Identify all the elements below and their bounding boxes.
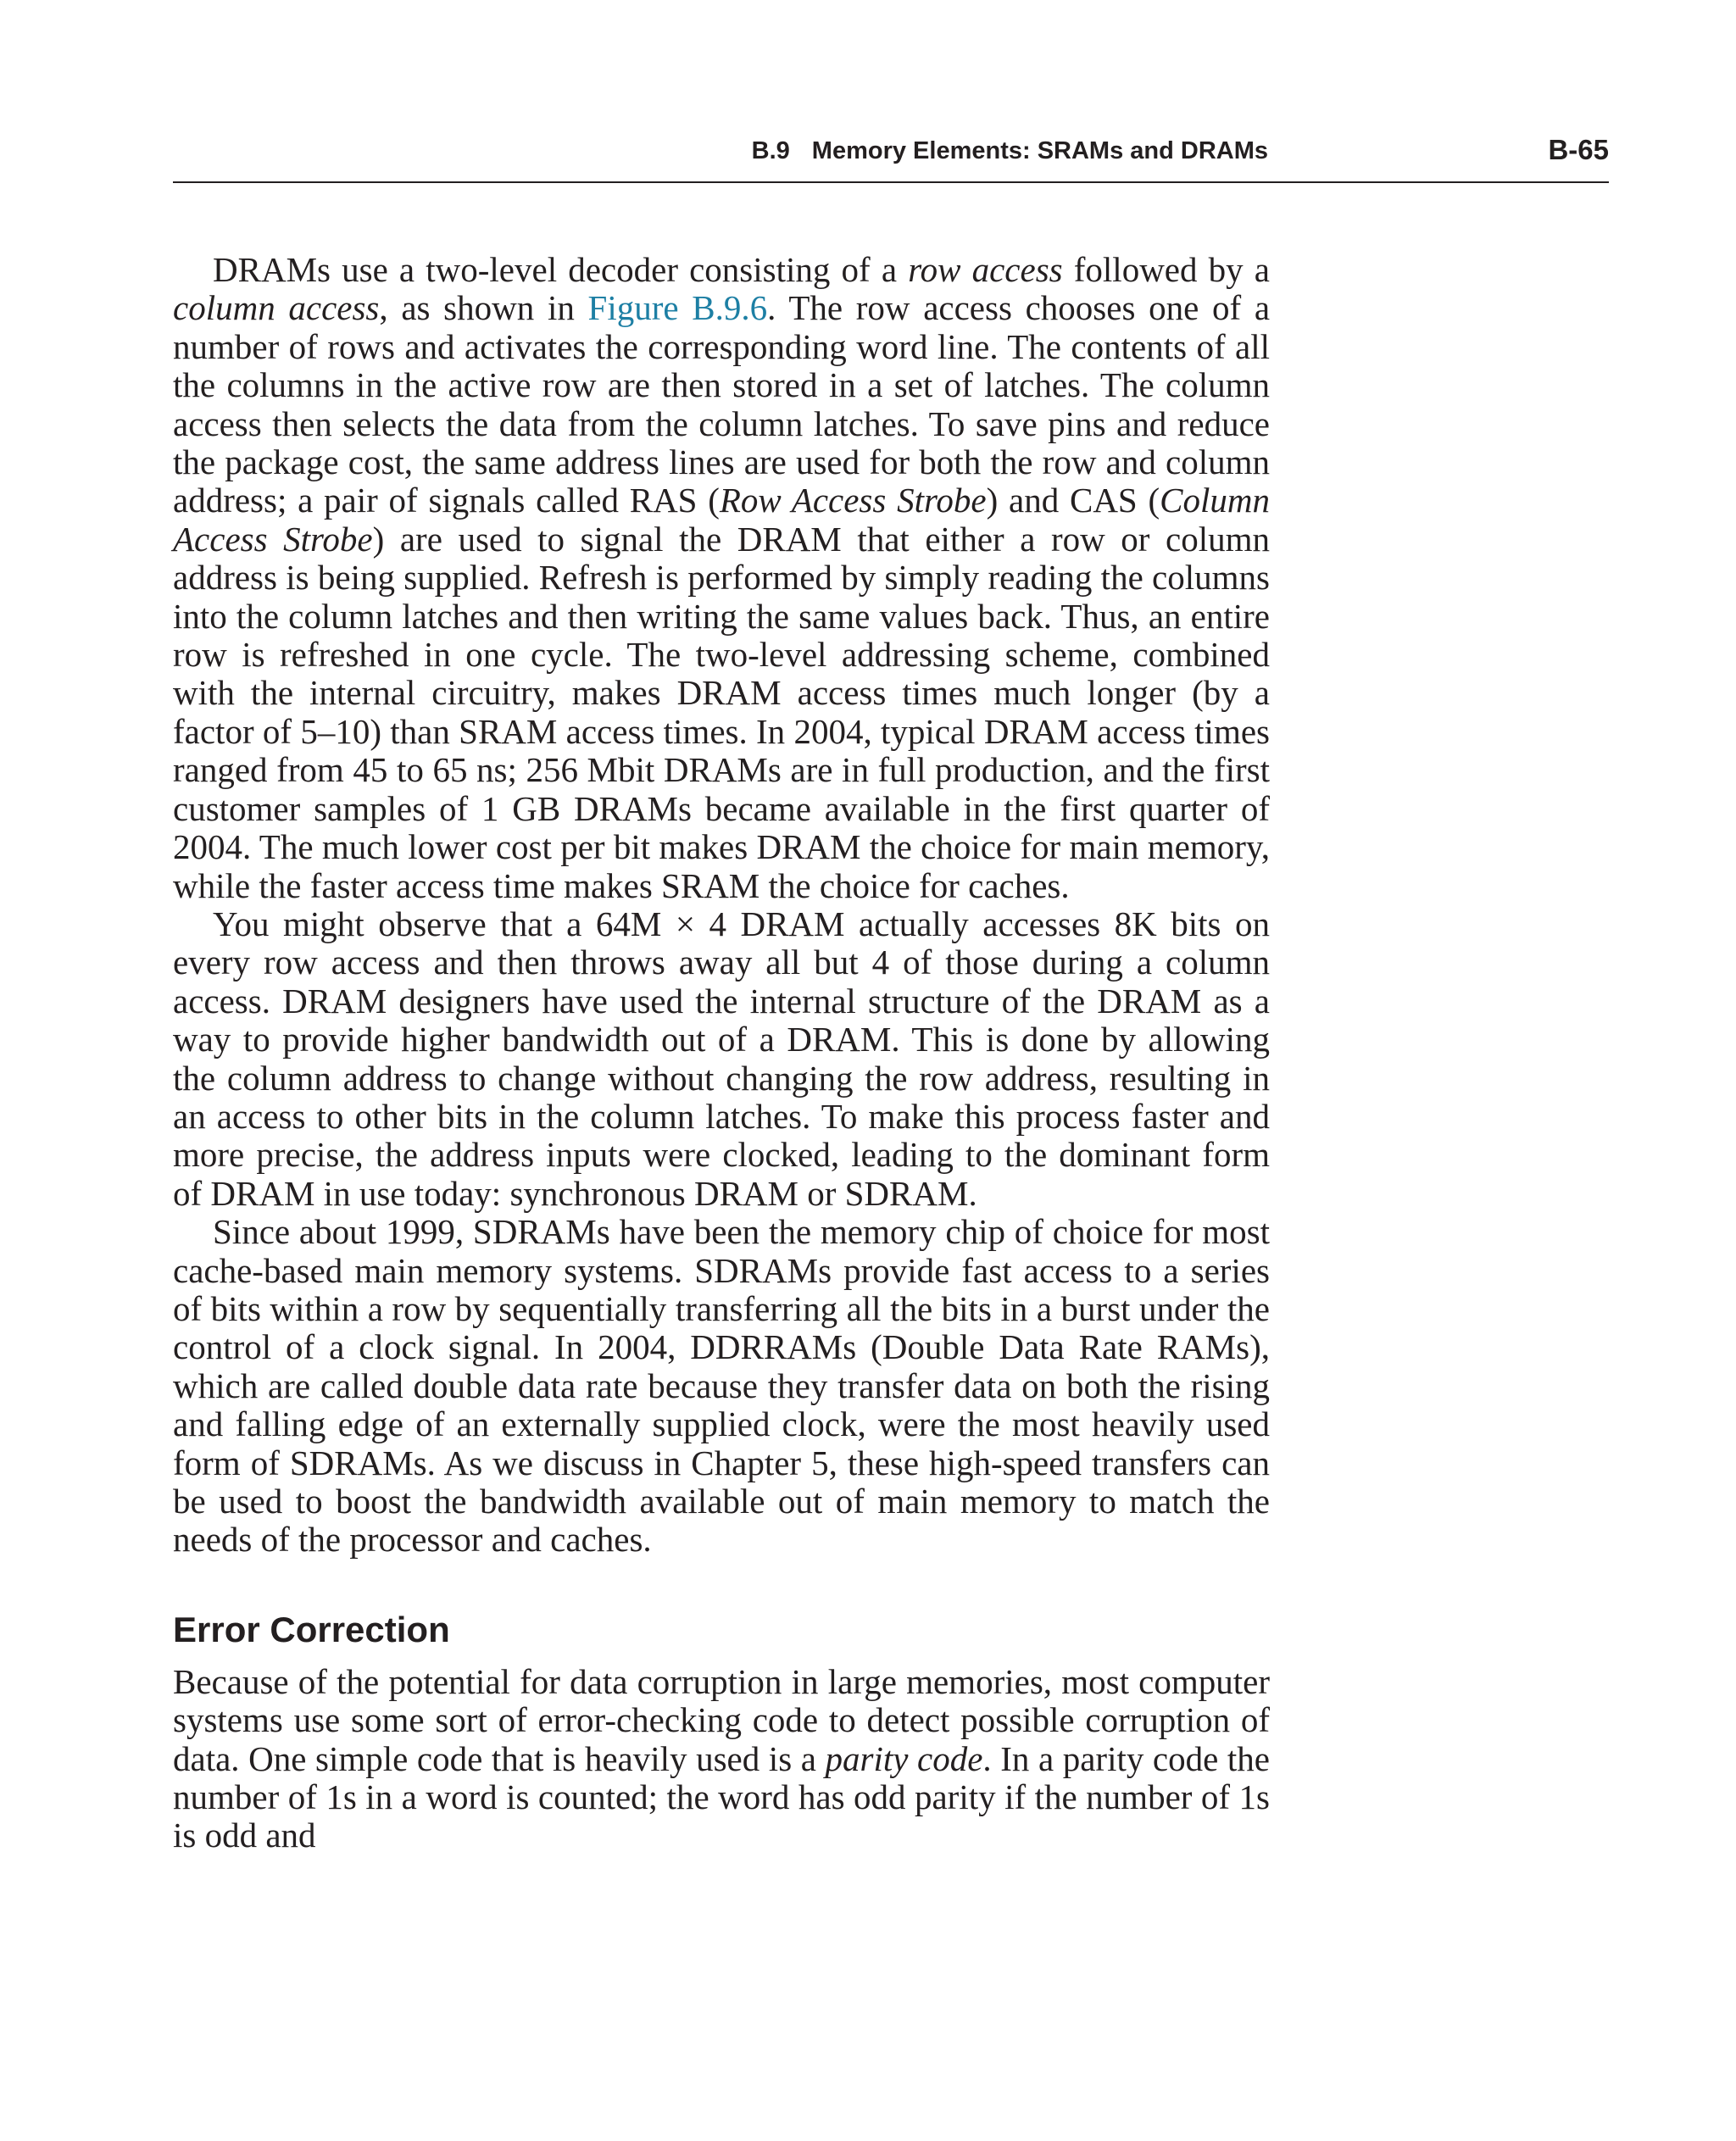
emphasis-row-access: row access [908, 250, 1063, 289]
text-run: ) and CAS ( [986, 481, 1160, 520]
emphasis-parity-code: parity code [825, 1738, 983, 1778]
running-head-section [752, 137, 1268, 165]
text-run: Because of the potential for data corruption in large memories, most computer systems use some sort of error-checking code to detect possible corruption of data. One simple code that is heavily used is a [173, 1661, 1270, 1778]
section-title: Memory Elements: SRAMs and DRAMs [811, 137, 1268, 164]
emphasis-ras: Row Access Strobe [719, 481, 987, 520]
text-run: DRAMs use a two-level decoder consisting of a [213, 250, 909, 289]
section-heading: Error Correction [173, 1609, 450, 1649]
paragraph-dram-decoder [173, 251, 1270, 905]
text-run: ) are used to signal the DRAM that either a row or column address is being supplied. Refresh is performed by simply reading the columns into the column latches and then writing the same values back. Thus, an entire row is refreshed in one cycle. The two-level addressing scheme, combined with the internal circuitry, makes DRAM access times much longer (by a factor of 5–10) than SRAM access times. In 2004, typical DRAM access times ranged from 45 to 65 ns; 256 Mbit DRAMs are in full production, and the first customer samples of 1 GB DRAMs became available in the first quarter of 2004. The much lower cost per bit makes DRAM the choice for main memory, while the faster access time makes SRAM the choice for caches. [173, 519, 1270, 905]
text-run: . The row access chooses one of a number of rows and activates the corresponding word line. The contents of all the columns in the active row are then stored in a set of latches. The column access then selects the data from the column latches. To save pins and reduce the package cost, the same address lines are used for both the row and column address; a pair of signals called RAS ( [173, 288, 1271, 520]
section-number: B.9 [751, 137, 790, 164]
text-run: . In a parity code the number of 1s in a word is counted; the word has odd parity if the number of 1s is odd and [173, 1738, 1270, 1855]
figure-link[interactable]: Figure B.9.6 [587, 288, 768, 328]
running-head [173, 127, 1609, 183]
text-run: followed by a [1062, 250, 1270, 289]
paragraph-bandwidth: You might observe that a 64M × 4 DRAM actually accesses 8K bits on every row access and then throws away all but 4 of those during a column access. DRAM designers have used the internal structure of the DRAM as a way to provide higher bandwidth out of a DRAM. This is done by allowing the column address to change without changing the row address, resulting in an access to other bits in the column latches. To make this process faster and more precise, the address inputs were clocked, leading to the dominant form of DRAM in use today: synchronous DRAM or SDRAM. [173, 904, 1270, 1213]
emphasis-column-access: column access [173, 288, 380, 328]
body-text [173, 251, 1270, 1855]
emphasis-cas: Column Access Strobe [173, 481, 1271, 559]
paragraph-error-correction [173, 1663, 1270, 1855]
page-number: B-65 [1548, 134, 1609, 165]
paragraph-sdram: Since about 1999, SDRAMs have been the memory chip of choice for most cache-based main memory systems. SDRAMs provide fast access to a series of bits within a row by sequentially transferring all the bits in a burst under the control of a clock signal. In 2004, DDRRAMs (Double Data Rate RAMs), which are called double data rate because they transfer data on both the rising and falling edge of an externally supplied clock, were the most heavily used form of SDRAMs. As we discuss in Chapter 5, these high-speed transfers can be used to boost the bandwidth available out of main memory to match the needs of the processor and caches. [173, 1212, 1270, 1560]
text-run: , as shown in [379, 288, 588, 328]
